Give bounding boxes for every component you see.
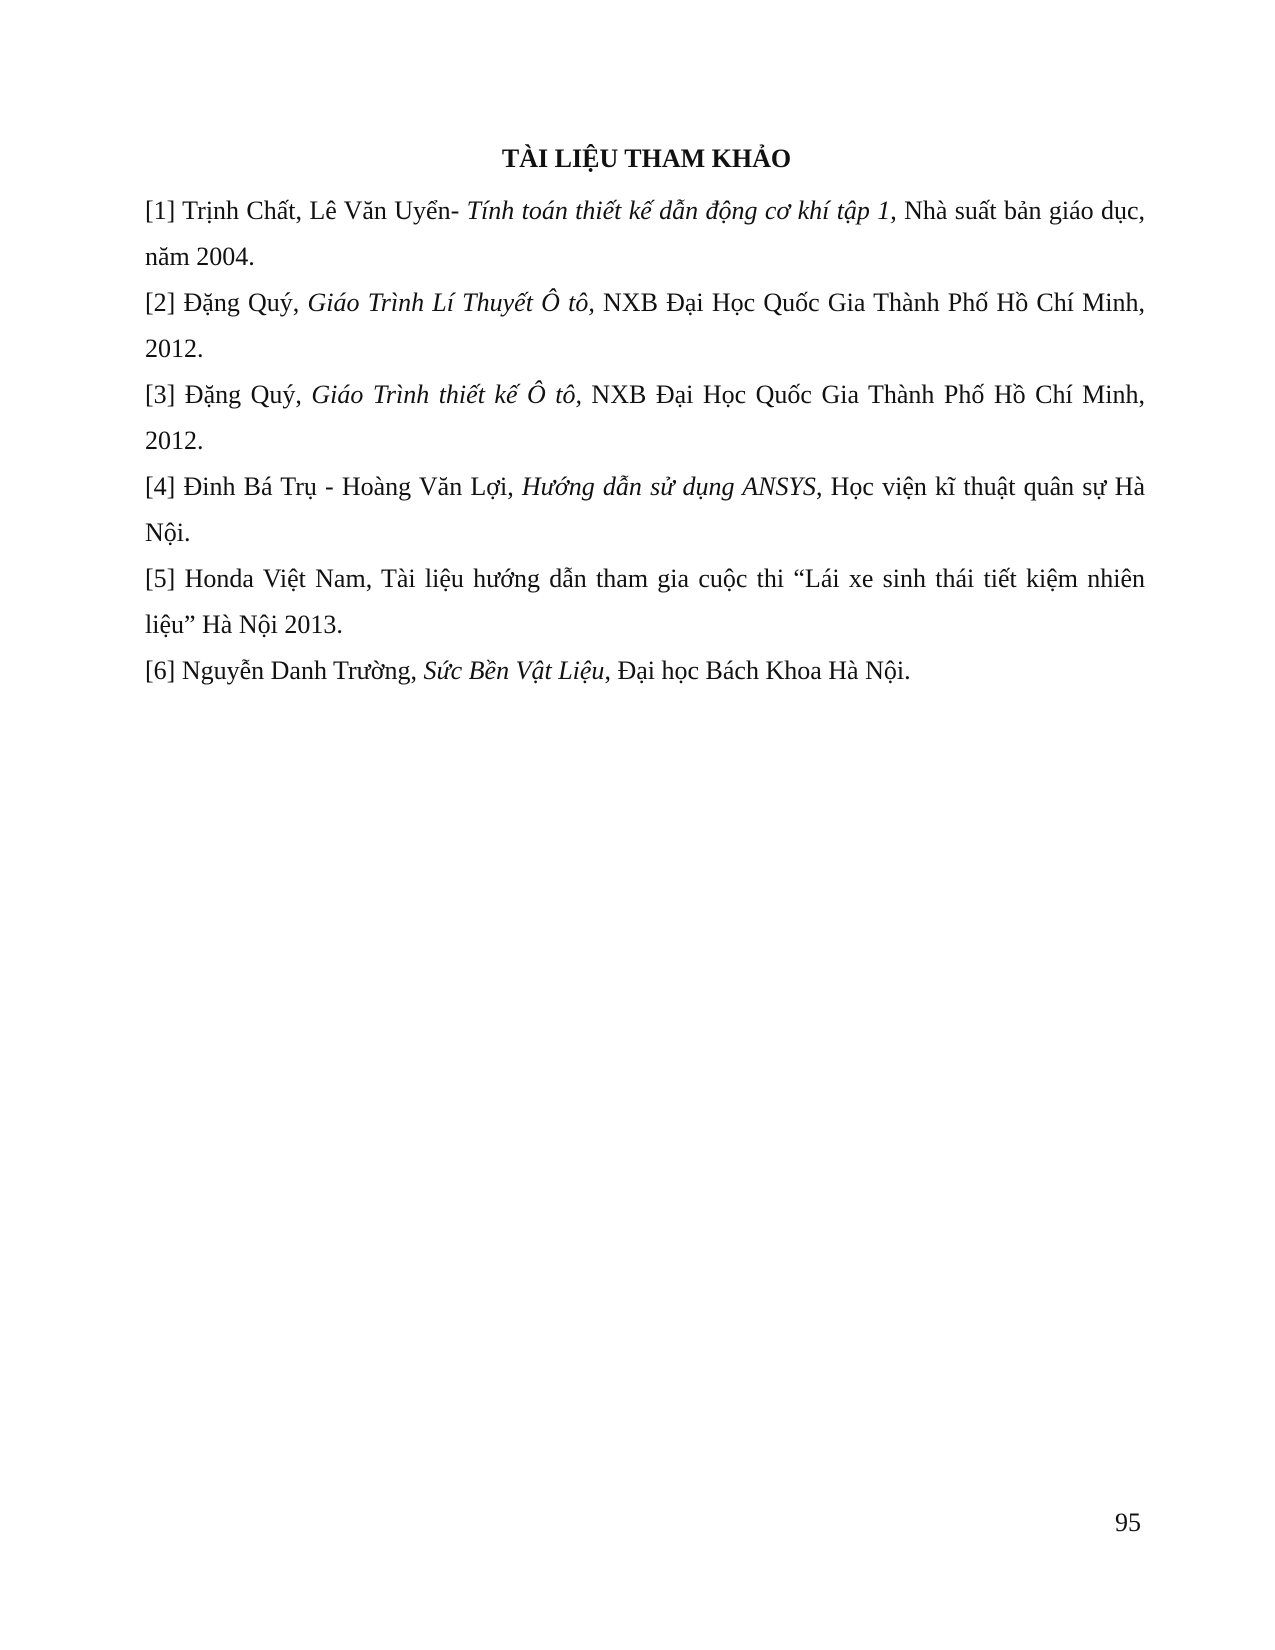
reference-publisher: , Nhà suất bản giáo dục, năm 2004.	[145, 196, 1146, 271]
reference-text: [2] Đặng Quý,	[145, 288, 308, 317]
reference-item	[145, 648, 1145, 694]
page-title: TÀI LIỆU THAM KHẢO	[501, 144, 792, 173]
reference-text: [6] Nguyễn Danh Trường,	[145, 656, 424, 685]
reference-item	[145, 464, 1145, 556]
reference-publisher: NXB Đại Học Quốc Gia Thành Phố Hồ Chí Minh, 2012.	[145, 380, 1145, 455]
reference-text: [4] Đinh Bá Trụ - Hoàng Văn Lợi,	[145, 472, 522, 501]
reference-title: Hướng dẫn sử dụng ANSYS	[521, 472, 816, 501]
reference-title: Tính toán thiết kế dẫn động cơ khí tập 1	[466, 196, 891, 225]
reference-publisher: , Học viện kĩ thuật quân sự Hà Nội.	[145, 472, 1145, 547]
reference-item	[145, 188, 1145, 280]
reference-title: Giáo Trình Lí Thuyết Ô tô,	[307, 288, 595, 317]
reference-publisher: , Đại học Bách Khoa Hà Nội.	[604, 656, 911, 685]
reference-title: Sức Bền Vật Liệu	[423, 656, 605, 685]
reference-list	[145, 188, 1145, 694]
reference-text: [1] Trịnh Chất, Lê Văn Uyển-	[145, 196, 467, 225]
reference-item	[145, 372, 1145, 464]
reference-text: [5] Honda Việt Nam, Tài liệu hướng dẫn tham gia cuộc thi “Lái xe sinh thái tiết kiệm nhiên liệu” Hà Nội 2013.	[145, 564, 1145, 639]
reference-item	[145, 280, 1145, 372]
page-number: 95	[1115, 1508, 1141, 1537]
reference-text: [3] Đặng Quý,	[145, 380, 312, 409]
reference-publisher: NXB Đại Học Quốc Gia Thành Phố Hồ Chí Minh, 2012.	[145, 288, 1146, 363]
reference-item	[145, 556, 1145, 648]
reference-title: Giáo Trình thiết kế Ô tô,	[311, 380, 582, 409]
